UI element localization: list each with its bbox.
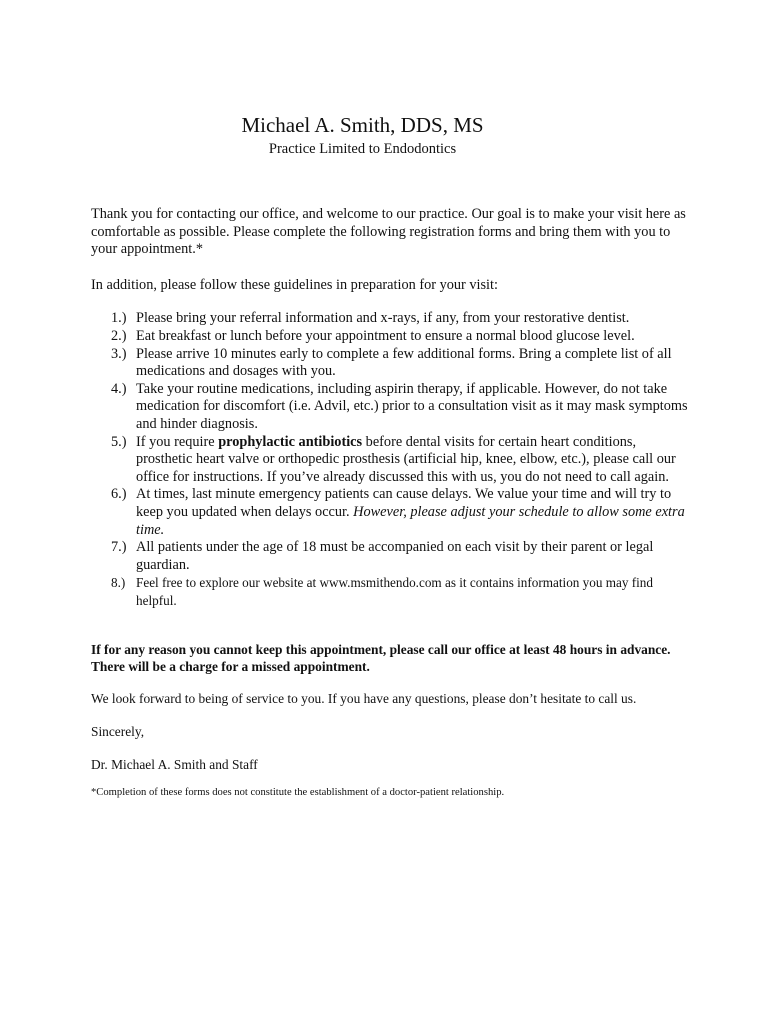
list-item-text: Please arrive 10 minutes early to complete a few additional forms. Bring a complete list of all medications and dosages with you. — [136, 345, 672, 380]
list-number: 8.) — [111, 575, 126, 591]
intro-paragraph: Thank you for contacting our office, and welcome to our practice. Our goal is to make your visit here as comfortable as possible. Please complete the following registration forms and bring them with you to your appointment.* — [91, 206, 686, 258]
list-item-text: Feel free to explore our website at www.msmithendo.com as it contains information you may find helpful. — [136, 575, 653, 608]
list-item-text: Take your routine medications, including aspirin therapy, if applicable. However, do not take medication for discomfort (i.e. Advil, etc.) prior to a consultation visit as it may mask symptoms and hinder diagnosis. — [136, 380, 688, 432]
practice-subtitle: Practice Limited to Endodontics — [268, 141, 457, 157]
list-number: 5.) — [111, 433, 127, 450]
list-number: 2.) — [111, 327, 127, 344]
list-item — [91, 574, 691, 609]
list-item — [91, 381, 691, 434]
list-item — [91, 486, 691, 539]
list-number: 3.) — [111, 345, 127, 362]
letter-body — [91, 206, 691, 800]
list-item-text: All patients under the age of 18 must be accompanied on each visit by their parent or legal guardian. — [136, 539, 654, 573]
list-item-text-post: before dental visits for certain heart conditions, prosthetic heart valve or orthopedic prosthesis (artificial hip, knee, elbow, etc.), please call our office for instructions. If you’ve already discussed this with us, you do not need to call again. — [136, 433, 676, 485]
doctor-name: Michael A. Smith, DDS, MS — [241, 113, 484, 137]
list-item-text-italic: However, please adjust your schedule to allow some extra time. — [136, 503, 685, 538]
footnote: *Completion of these forms does not constitute the establishment of a doctor-patient relationship. — [91, 787, 505, 799]
look-forward-paragraph: We look forward to being of service to you. If you have any questions, please don’t hesitate to call us. — [91, 691, 637, 707]
guidelines-intro: In addition, please follow these guidelines in preparation for your visit: — [91, 276, 498, 293]
list-number: 1.) — [111, 310, 127, 327]
missed-appointment-warning: If for any reason you cannot keep this appointment, please call our office at least 48 hours in advance. There will be a charge for a missed appointment. — [91, 642, 671, 675]
sincerely-line: Sincerely, — [91, 724, 145, 740]
list-item-text: Eat breakfast or lunch before your appointment to ensure a normal blood glucose level. — [136, 327, 635, 344]
list-number: 4.) — [111, 380, 127, 397]
list-number: 6.) — [111, 486, 127, 503]
list-item — [91, 310, 691, 328]
list-item-text-pre: At times, last minute emergency patients can cause delays. We value your time and will try to keep you updated when delays occur. — [136, 486, 672, 520]
list-number: 7.) — [111, 539, 127, 556]
list-item — [91, 328, 691, 346]
list-item — [91, 346, 691, 381]
letterhead — [0, 112, 770, 159]
list-item-text-pre: If you require — [136, 433, 219, 450]
guidelines-list — [91, 310, 691, 609]
list-item — [91, 434, 691, 487]
list-item-text-bold: prophylactic antibiotics — [218, 433, 363, 450]
list-item-text: Please bring your referral information and x-rays, if any, from your restorative dentist. — [136, 310, 630, 327]
list-item — [91, 539, 691, 574]
signature-line: Dr. Michael A. Smith and Staff — [91, 757, 258, 773]
